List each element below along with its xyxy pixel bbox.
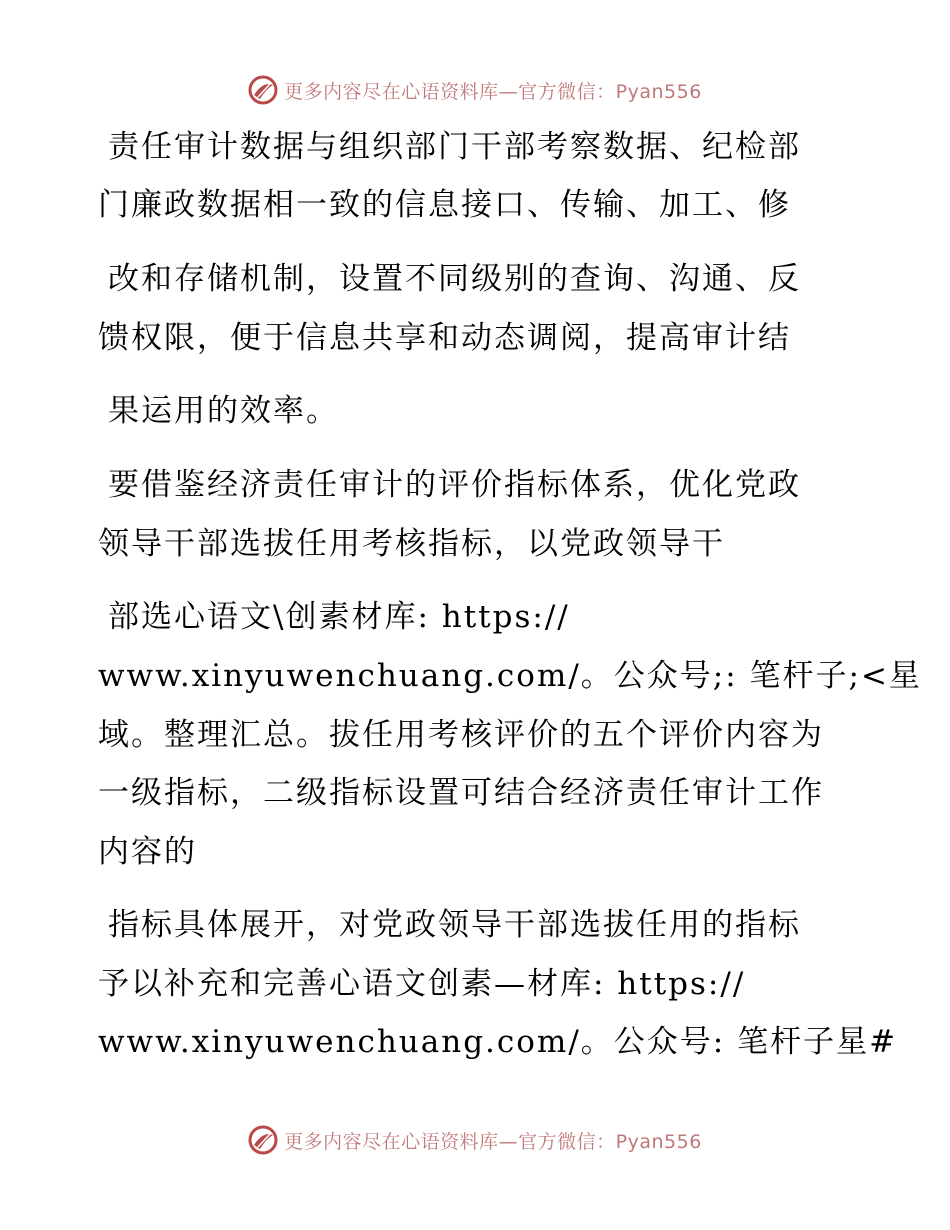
body-line-3: 改和存储机制，设置不同级别的查询、沟通、反 <box>108 261 801 297</box>
body-line-1: 责任审计数据与组织部门干部考察数据、纪检部 <box>108 129 801 165</box>
body-line-9: www.xinyuwenchuang.com/。公众号;: 笔杆子;<星 <box>98 658 922 694</box>
body-line-15: www.xinyuwenchuang.com/。公众号: 笔杆子星# <box>98 1024 898 1060</box>
body-line-12: 内容的 <box>98 834 197 870</box>
body-line-8: 部选心语文\创素材库: https:// <box>108 599 570 635</box>
header-banner-text: 更多内容尽在心语资料库—官方微信：Pyan556 <box>284 80 702 103</box>
body-line-4: 馈权限，便于信息共享和动态调阅，提高审计结 <box>98 320 791 356</box>
body-line-13: 指标具体展开，对党政领导干部选拔任用的指标 <box>108 907 801 943</box>
body-line-11: 一级指标，二级指标设置可结合经济责任审计工作 <box>98 775 824 811</box>
brand-logo-icon <box>248 1125 278 1155</box>
body-line-7: 领导干部选拔任用考核指标，以党政领导干 <box>98 526 725 562</box>
body-line-10: 域。整理汇总。拔任用考核评价的五个评价内容为 <box>98 717 824 753</box>
body-line-2: 门廉政数据相一致的信息接口、传输、加工、修 <box>98 187 791 223</box>
footer-banner <box>0 1120 950 1160</box>
brand-logo-icon <box>248 75 278 105</box>
footer-banner-text: 更多内容尽在心语资料库—官方微信：Pyan556 <box>284 1130 702 1153</box>
body-line-6: 要借鉴经济责任审计的评价指标体系，优化党政 <box>108 467 801 503</box>
body-line-5: 果运用的效率。 <box>108 393 339 429</box>
header-banner <box>0 70 950 110</box>
body-line-14: 予以补充和完善心语文创素—材库: https:// <box>98 966 746 1002</box>
